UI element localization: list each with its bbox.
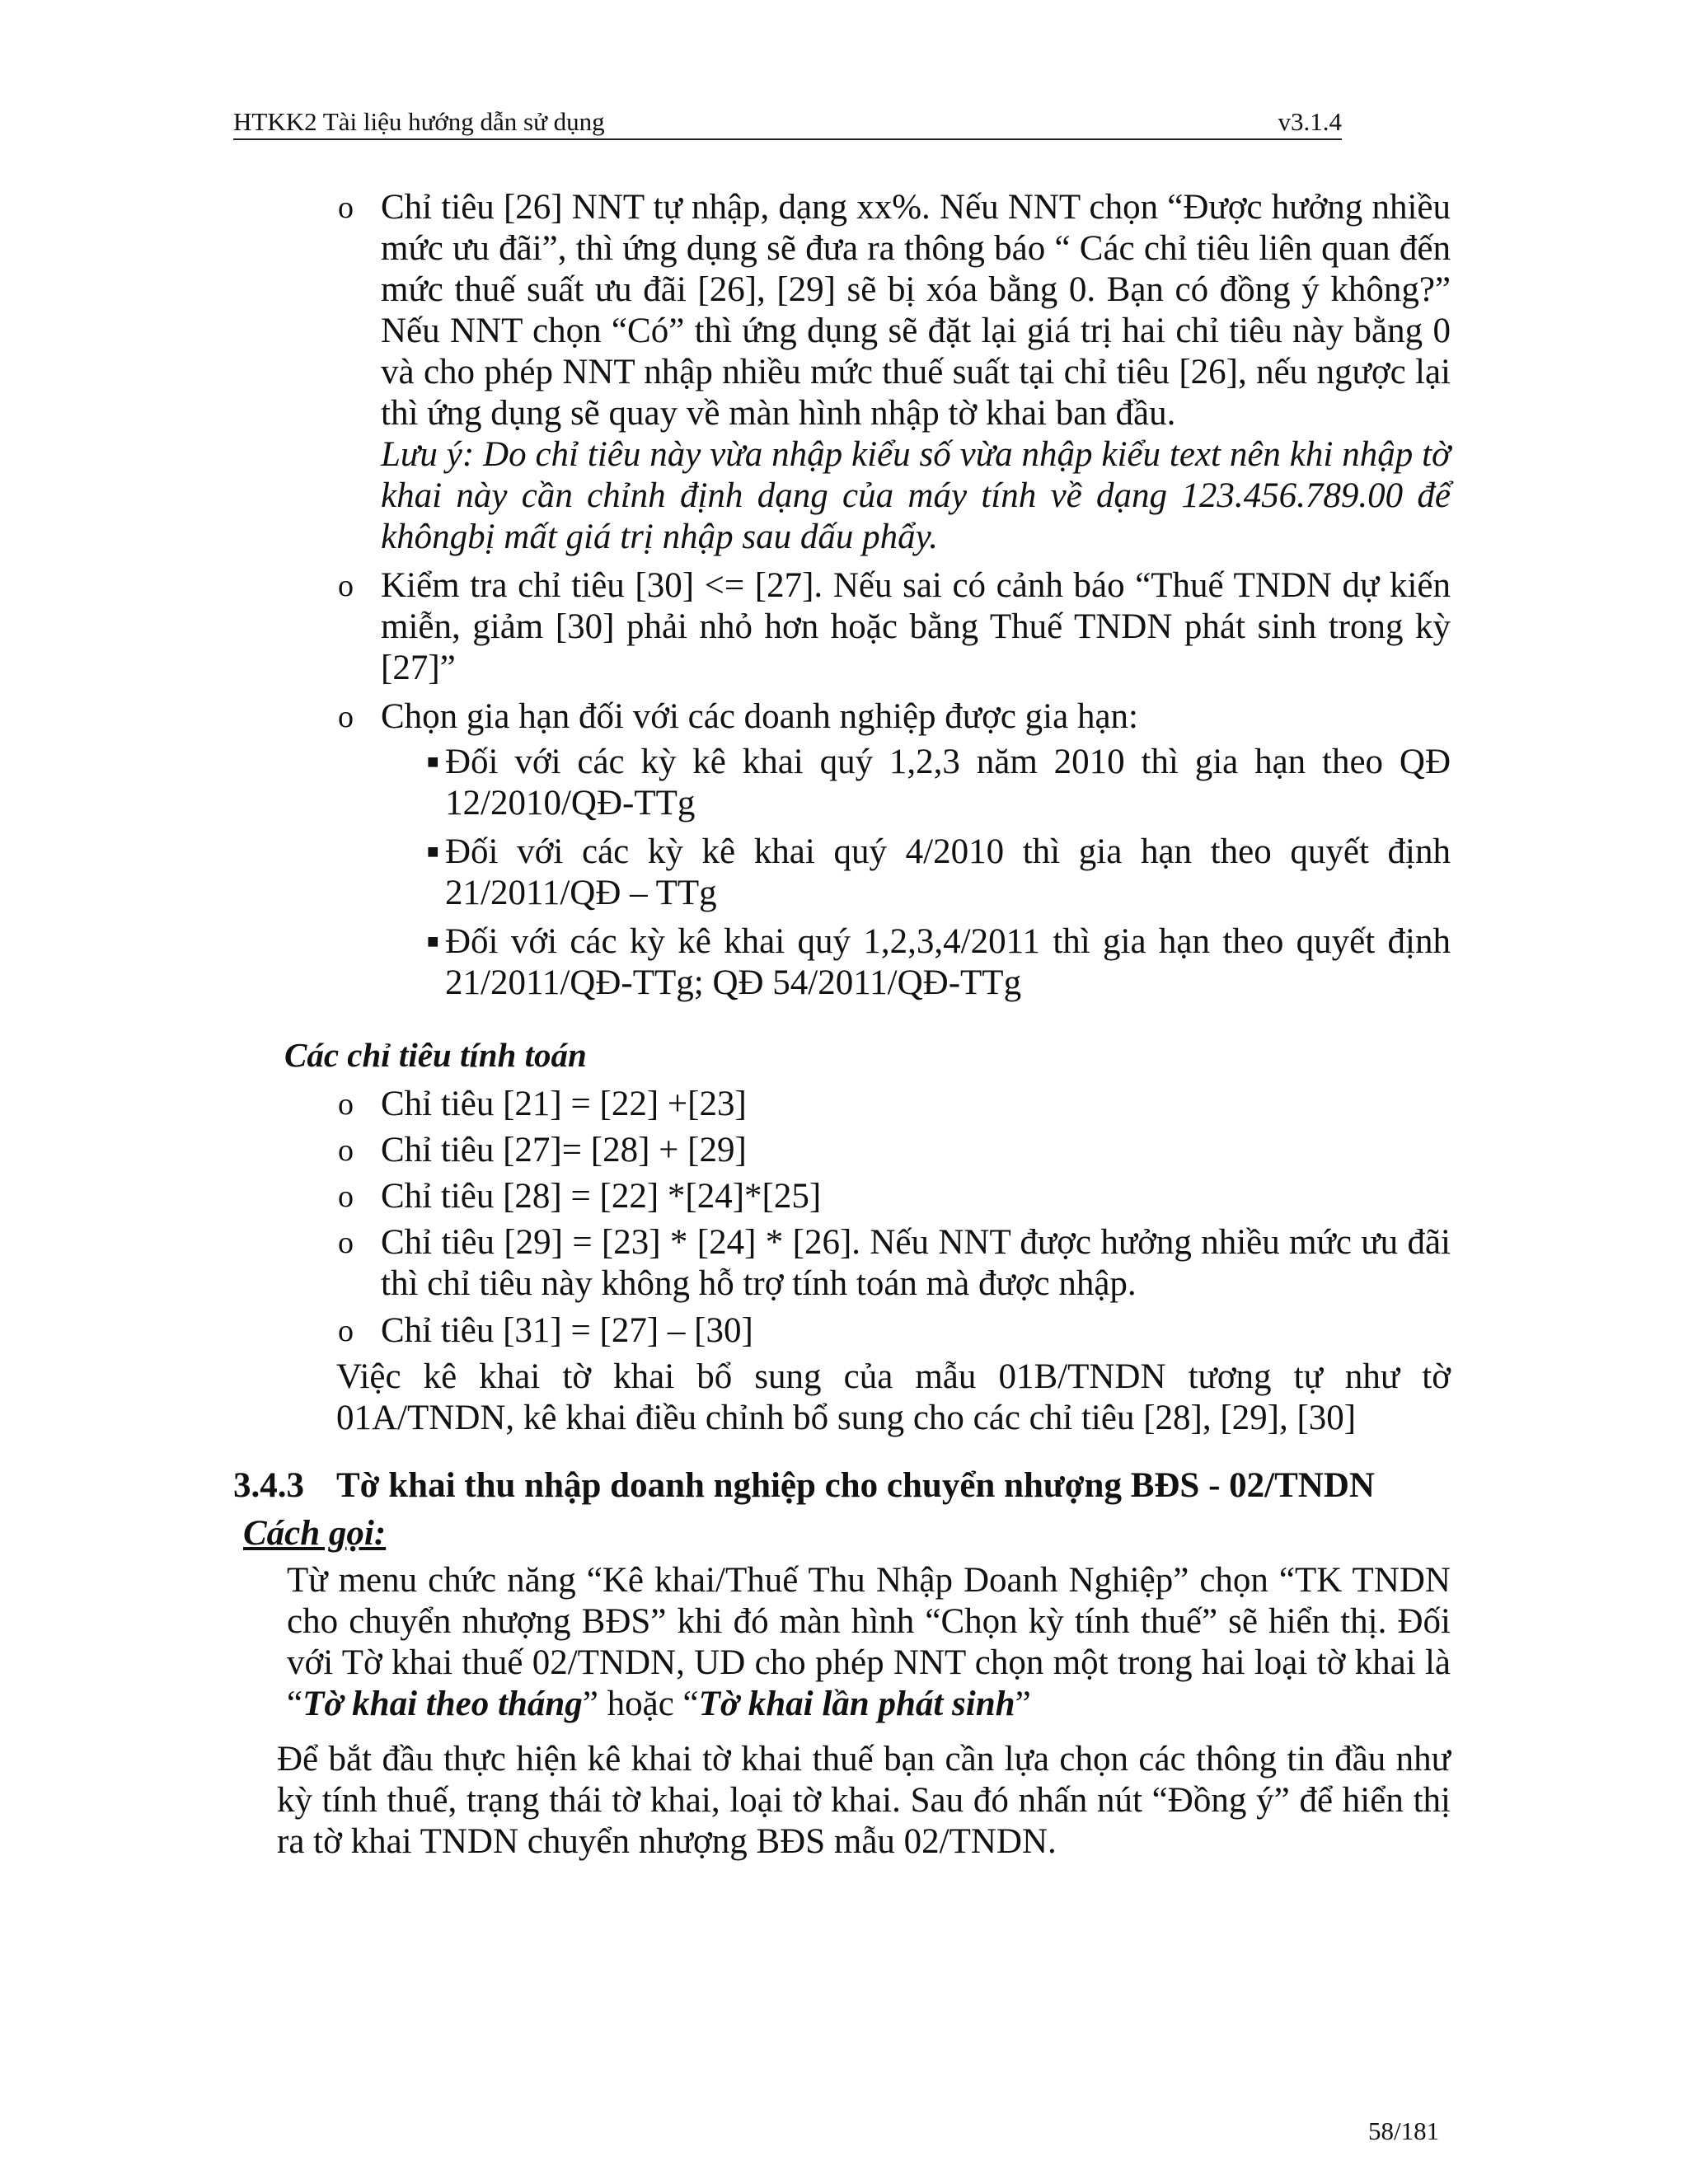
para-emphasis-occurrence: Tờ khai lần phát sinh <box>698 1685 1015 1723</box>
square-bullet-icon: ■ <box>427 841 439 863</box>
calc-item-29: Chỉ tiêu [29] = [23] * [24] * [26]. Nếu NNT được hưởng nhiều mức ưu đãi thì chỉ tiêu này không hỗ trợ tính toán mà được nhập. <box>381 1223 1451 1303</box>
header-version: v3.1.4 <box>1278 107 1342 136</box>
calc-item-28: Chỉ tiêu [28] = [22] *[24]*[25] <box>381 1177 822 1216</box>
para-text: ” hoặc “ <box>582 1685 699 1723</box>
bullet-item-30-check: Kiểm tra chỉ tiêu [30] <= [27]. Nếu sai có cảnh báo “Thuế TNDN dự kiến miễn, giảm [30] phải nhỏ hơn hoặc bằng Thuế TNDN phát sinh trong kỳ [27]” <box>381 566 1451 687</box>
square-bullet-icon: ■ <box>427 752 439 773</box>
supplement-paragraph: Việc kê khai tờ khai bổ sung của mẫu 01B/TNDN tương tự như tờ 01A/TNDN, kê khai điều chỉnh bổ sung cho các chỉ tiêu [28], [29], [30] <box>336 1357 1451 1437</box>
start-declaration-paragraph: Để bắt đầu thực hiện kê khai tờ khai thuế bạn cần lựa chọn các thông tin đầu như kỳ tính thuế, trạng thái tờ khai, loại tờ khai. Sau đó nhấn nút “Đồng ý” để hiển thị ra tờ khai TNDN chuyển nhượng BĐS mẫu 02/TNDN. <box>277 1740 1451 1861</box>
page-number: 58/181 <box>1368 2116 1440 2145</box>
bullet-item-26-text: Chỉ tiêu [26] NNT tự nhập, dạng xx%. Nếu NNT chọn “Được hưởng nhiều mức ưu đãi”, thì ứng dụng sẽ đưa ra thông báo “ Các chỉ tiêu liên quan đến mức thuế suất ưu đãi [26], [29] sẽ bị xóa bằng 0. Bạn có đồng ý không?” Nếu NNT chọn “Có” thì ứng dụng sẽ đặt lại giá trị hai chỉ tiêu này bằng 0 và cho phép NNT nhập nhiều mức thuế suất tại chỉ tiêu [26], nếu ngược lại thì ứng dụng sẽ quay về màn hình nhập tờ khai ban đầu. <box>381 188 1451 433</box>
section-number: 3.4.3 <box>233 1466 304 1505</box>
bullet-marker: o <box>338 1314 354 1348</box>
bullet-marker: o <box>338 1133 354 1168</box>
sub-item-2011: Đối với các kỳ kê khai quý 1,2,3,4/2011 thì gia hạn theo quyết định 21/2011/QĐ-TTg; QĐ 54/2011/QĐ-TTg <box>445 922 1451 1002</box>
para-text: ” <box>1015 1685 1031 1723</box>
cach-goi-heading: Cách gọi: <box>243 1514 387 1553</box>
para-text: Từ menu chức năng “Kê khai/Thuế Thu Nhập Doanh Nghiệp” chọn “TK TNDN cho chuyển nhượng BĐS” khi đó màn hình “Chọn kỳ tính thuế” sẽ hiển thị. Đối với Tờ khai thuế 02/TNDN, UD cho phép NNT chọn một trong hai loại tờ khai là “ <box>287 1561 1451 1723</box>
bullet-item-extension: Chọn gia hạn đối với các doanh nghiệp được gia hạn: <box>381 697 1138 736</box>
sub-item-2010-q4: Đối với các kỳ kê khai quý 4/2010 thì gia hạn theo quyết định 21/2011/QĐ – TTg <box>445 832 1451 912</box>
page-header <box>233 105 1342 140</box>
bullet-marker: o <box>338 700 354 734</box>
section-title: Tờ khai thu nhập doanh nghiệp cho chuyển nhượng BĐS - 02/TNDN <box>336 1466 1375 1505</box>
sub-item-2010-q123: Đối với các kỳ kê khai quý 1,2,3 năm 2010 thì gia hạn theo QĐ 12/2010/QĐ-TTg <box>445 743 1451 823</box>
bullet-marker: o <box>338 1179 354 1214</box>
menu-instruction-paragraph <box>287 1560 1451 1725</box>
square-bullet-icon: ■ <box>427 931 439 953</box>
bullet-item-26-note: Lưu ý: Do chỉ tiêu này vừa nhập kiểu số vừa nhập kiểu text nên khi nhập tờ khai này cần chỉnh định dạng của máy tính về dạng 123.456.789.00 để khôngbị mất giá trị nhập sau dấu phẩy. <box>381 435 1451 556</box>
calc-heading: Các chỉ tiêu tính toán <box>284 1036 587 1074</box>
bullet-item-26 <box>381 187 1451 558</box>
bullet-marker: o <box>338 569 354 603</box>
section-heading-3-4-3 <box>233 1464 1375 1508</box>
calc-item-27: Chỉ tiêu [27]= [28] + [29] <box>381 1131 747 1169</box>
para-emphasis-monthly: Tờ khai theo tháng <box>302 1685 583 1723</box>
bullet-marker: o <box>338 1226 354 1260</box>
bullet-marker: o <box>338 190 354 225</box>
calc-item-21: Chỉ tiêu [21] = [22] +[23] <box>381 1085 747 1123</box>
header-title: HTKK2 Tài liệu hướng dẫn sử dụng <box>233 107 605 136</box>
bullet-marker: o <box>338 1087 354 1122</box>
calc-item-31: Chỉ tiêu [31] = [27] – [30] <box>381 1311 753 1350</box>
